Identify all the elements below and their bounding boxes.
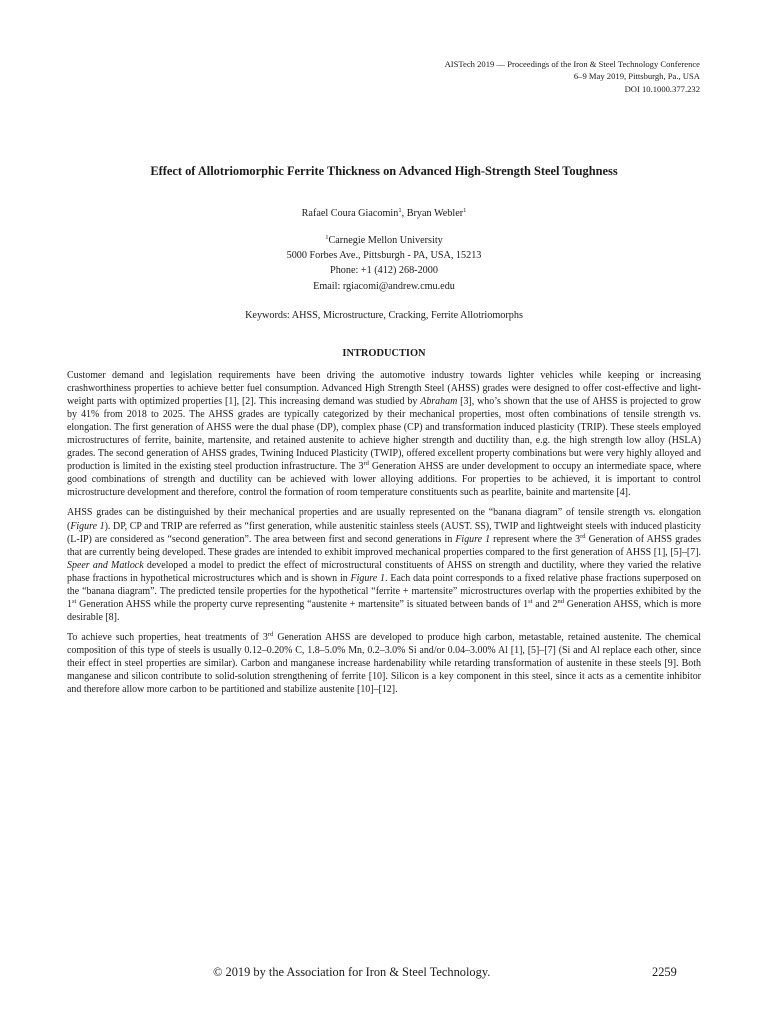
figure-reference: Figure 1: [70, 520, 105, 532]
institution: [0, 233, 768, 248]
keywords: Keywords: AHSS, Microstructure, Cracking, Ferrite Allotriomorphs: [245, 310, 523, 321]
paragraph: [67, 506, 701, 623]
text-run: [3], who’s shown that the use of AHSS is projected to grow by 41% from 2018 to 2025. The AHSS grades are typically categorized by their mechanical properties, most often combinations of tensile strength vs. elongation. The first generation of AHSS were the dual phase (DP), complex phase (CP) and transformation induced plasticity (TRIP). These steels employed microstructures of ferrite, bainite, martensite, and retained austenite to achieve higher strength and ductility than, e.g. the high strength low alloy (HSLA) grades. The second generation of AHSS grades, Twining Induced Plasticity (TWIP), offered excellent property combinations but were very highly alloyed and production is limited in the existing steel production infrastructure. The 3: [67, 396, 701, 473]
text-run: AHSS grades can be distinguished by their mechanical properties and are usually represented on the “banana diagram” of tensile strength vs. elongation (: [67, 507, 701, 532]
author-list: [0, 208, 768, 219]
email: Email: rgiacomi@andrew.cmu.edu: [313, 280, 455, 292]
text-run: Generation AHSS while the property curve representing “austenite + martensite” is situated between bands of 1: [76, 598, 529, 610]
affiliation-marker: 1: [398, 207, 402, 214]
text-run: Generation AHSS are developed to produce high carbon, metastable, retained austenite. The chemical composition of this type of steels is usually 0.12–0.20% C, 1.8–5.0% Mn, 0.2–3.0% Si and/or 0.04–3.00% Al [1], [5]–[7] (Si and Al replace each other, since their effect in steel properties are similar). Carbon and manganese increase hardenability while retarding transformation of austenite in these steels [9]. Both manganese and silicon contribute to solid-solution strengthening of ferrite [10]. Silicon is a key component in this steel, since it acts as a cementite inhibitor and therefore allow more carbon to be partitioned and stabilize austenite [10]–[12].: [67, 631, 702, 696]
phone: Phone: +1 (412) 268-2000: [330, 265, 438, 277]
institution-name: Carnegie Mellon University: [328, 235, 443, 246]
affiliation-marker: 1: [463, 207, 467, 214]
paragraph: [67, 631, 701, 696]
author-separator: ,: [401, 208, 407, 219]
superscript: st: [528, 597, 533, 605]
body-text: [67, 369, 701, 703]
figure-reference: Figure 1: [455, 533, 491, 545]
text-run: Generation AHSS, which is more desirable [8].: [67, 598, 701, 623]
text-run: developed a model to predict the effect of microstructural constituents of AHSS on strength and ductility, where they varied the relative phase fractions in hypothetical microstructures which and is shown in: [67, 559, 701, 584]
text-run: Generation of AHSS grades that are currently being developed. These grades are intended to exhibit improved mechanical properties compared to the first generation of AHSS [1], [5]–[7].: [67, 533, 701, 558]
author-name: Bryan Webler: [406, 208, 464, 219]
copyright-notice: © 2019 by the Association for Iron & Steel Technology.: [213, 965, 491, 979]
italic-text: Speer and Matlock: [67, 559, 144, 571]
page-number: 2259: [652, 965, 677, 979]
address: 5000 Forbes Ave., Pittsburgh - PA, USA, 15213: [286, 250, 482, 262]
conference-date-location: 6–9 May 2019, Pittsburgh, Pa., USA: [573, 71, 700, 82]
superscript: rd: [267, 630, 274, 638]
text-run: and 2: [532, 598, 558, 610]
superscript: nd: [557, 597, 564, 605]
text-run: . Each data point corresponds to a fixed relative phase fractions superposed on the “banana diagram”. The predicted tensile properties for the hypothetical “ferrite + martensite” microstructures overlap with the properties exhibited by the 1: [67, 572, 701, 610]
paragraph: [67, 369, 701, 499]
doi: DOI 10.1000.377.232: [624, 83, 700, 94]
italic-text: Abraham: [420, 396, 458, 408]
section-heading: INTRODUCTION: [342, 348, 426, 359]
figure-reference: Figure 1: [350, 572, 386, 584]
superscript: rd: [580, 532, 586, 540]
text-run: represent where the 3: [490, 533, 581, 545]
conference-name: AISTech 2019 — Proceedings of the Iron & Steel Technology Conference: [444, 59, 700, 69]
conference-header: [445, 58, 700, 95]
text-run: To achieve such properties, heat treatments of 3: [67, 631, 268, 643]
text-run: Customer demand and legislation requirements have been driving the automotive industry towards lighter vehicles while keeping or increasing crashworthiness properties to achieve better fuel consumption. Advanced High Strength Steel (AHSS) grades were designed to offer cost-effective and light-weight parts with optimized properties [1], [2]. This increasing demand was studied by: [67, 370, 701, 408]
text-run: Generation AHSS are under development to occupy an intermediate space, where good combinations of strength and ductility can be achieved with lower alloying additions. For properties to be achieved, it is important to control microstructure development and therefore, control the formation of room temperature constituents such as pearlite, bainite and martensite [4].: [67, 461, 701, 499]
author-name: Rafael Coura Giacomin: [301, 208, 399, 219]
superscript: rd: [363, 460, 369, 468]
affiliation-marker: 1: [325, 234, 329, 241]
affiliation-block: [0, 233, 768, 294]
paper-title: Effect of Allotriomorphic Ferrite Thickness on Advanced High-Strength Steel Toughness: [150, 164, 618, 178]
superscript: st: [71, 597, 77, 605]
text-run: ). DP, CP and TRIP are referred as “first generation, while austenitic stainless steels (AUST. SS), TWIP and lightweight steels with induced plasticity (L-IP) are considered as “second generation”. The area between first and second generations in: [67, 520, 701, 545]
